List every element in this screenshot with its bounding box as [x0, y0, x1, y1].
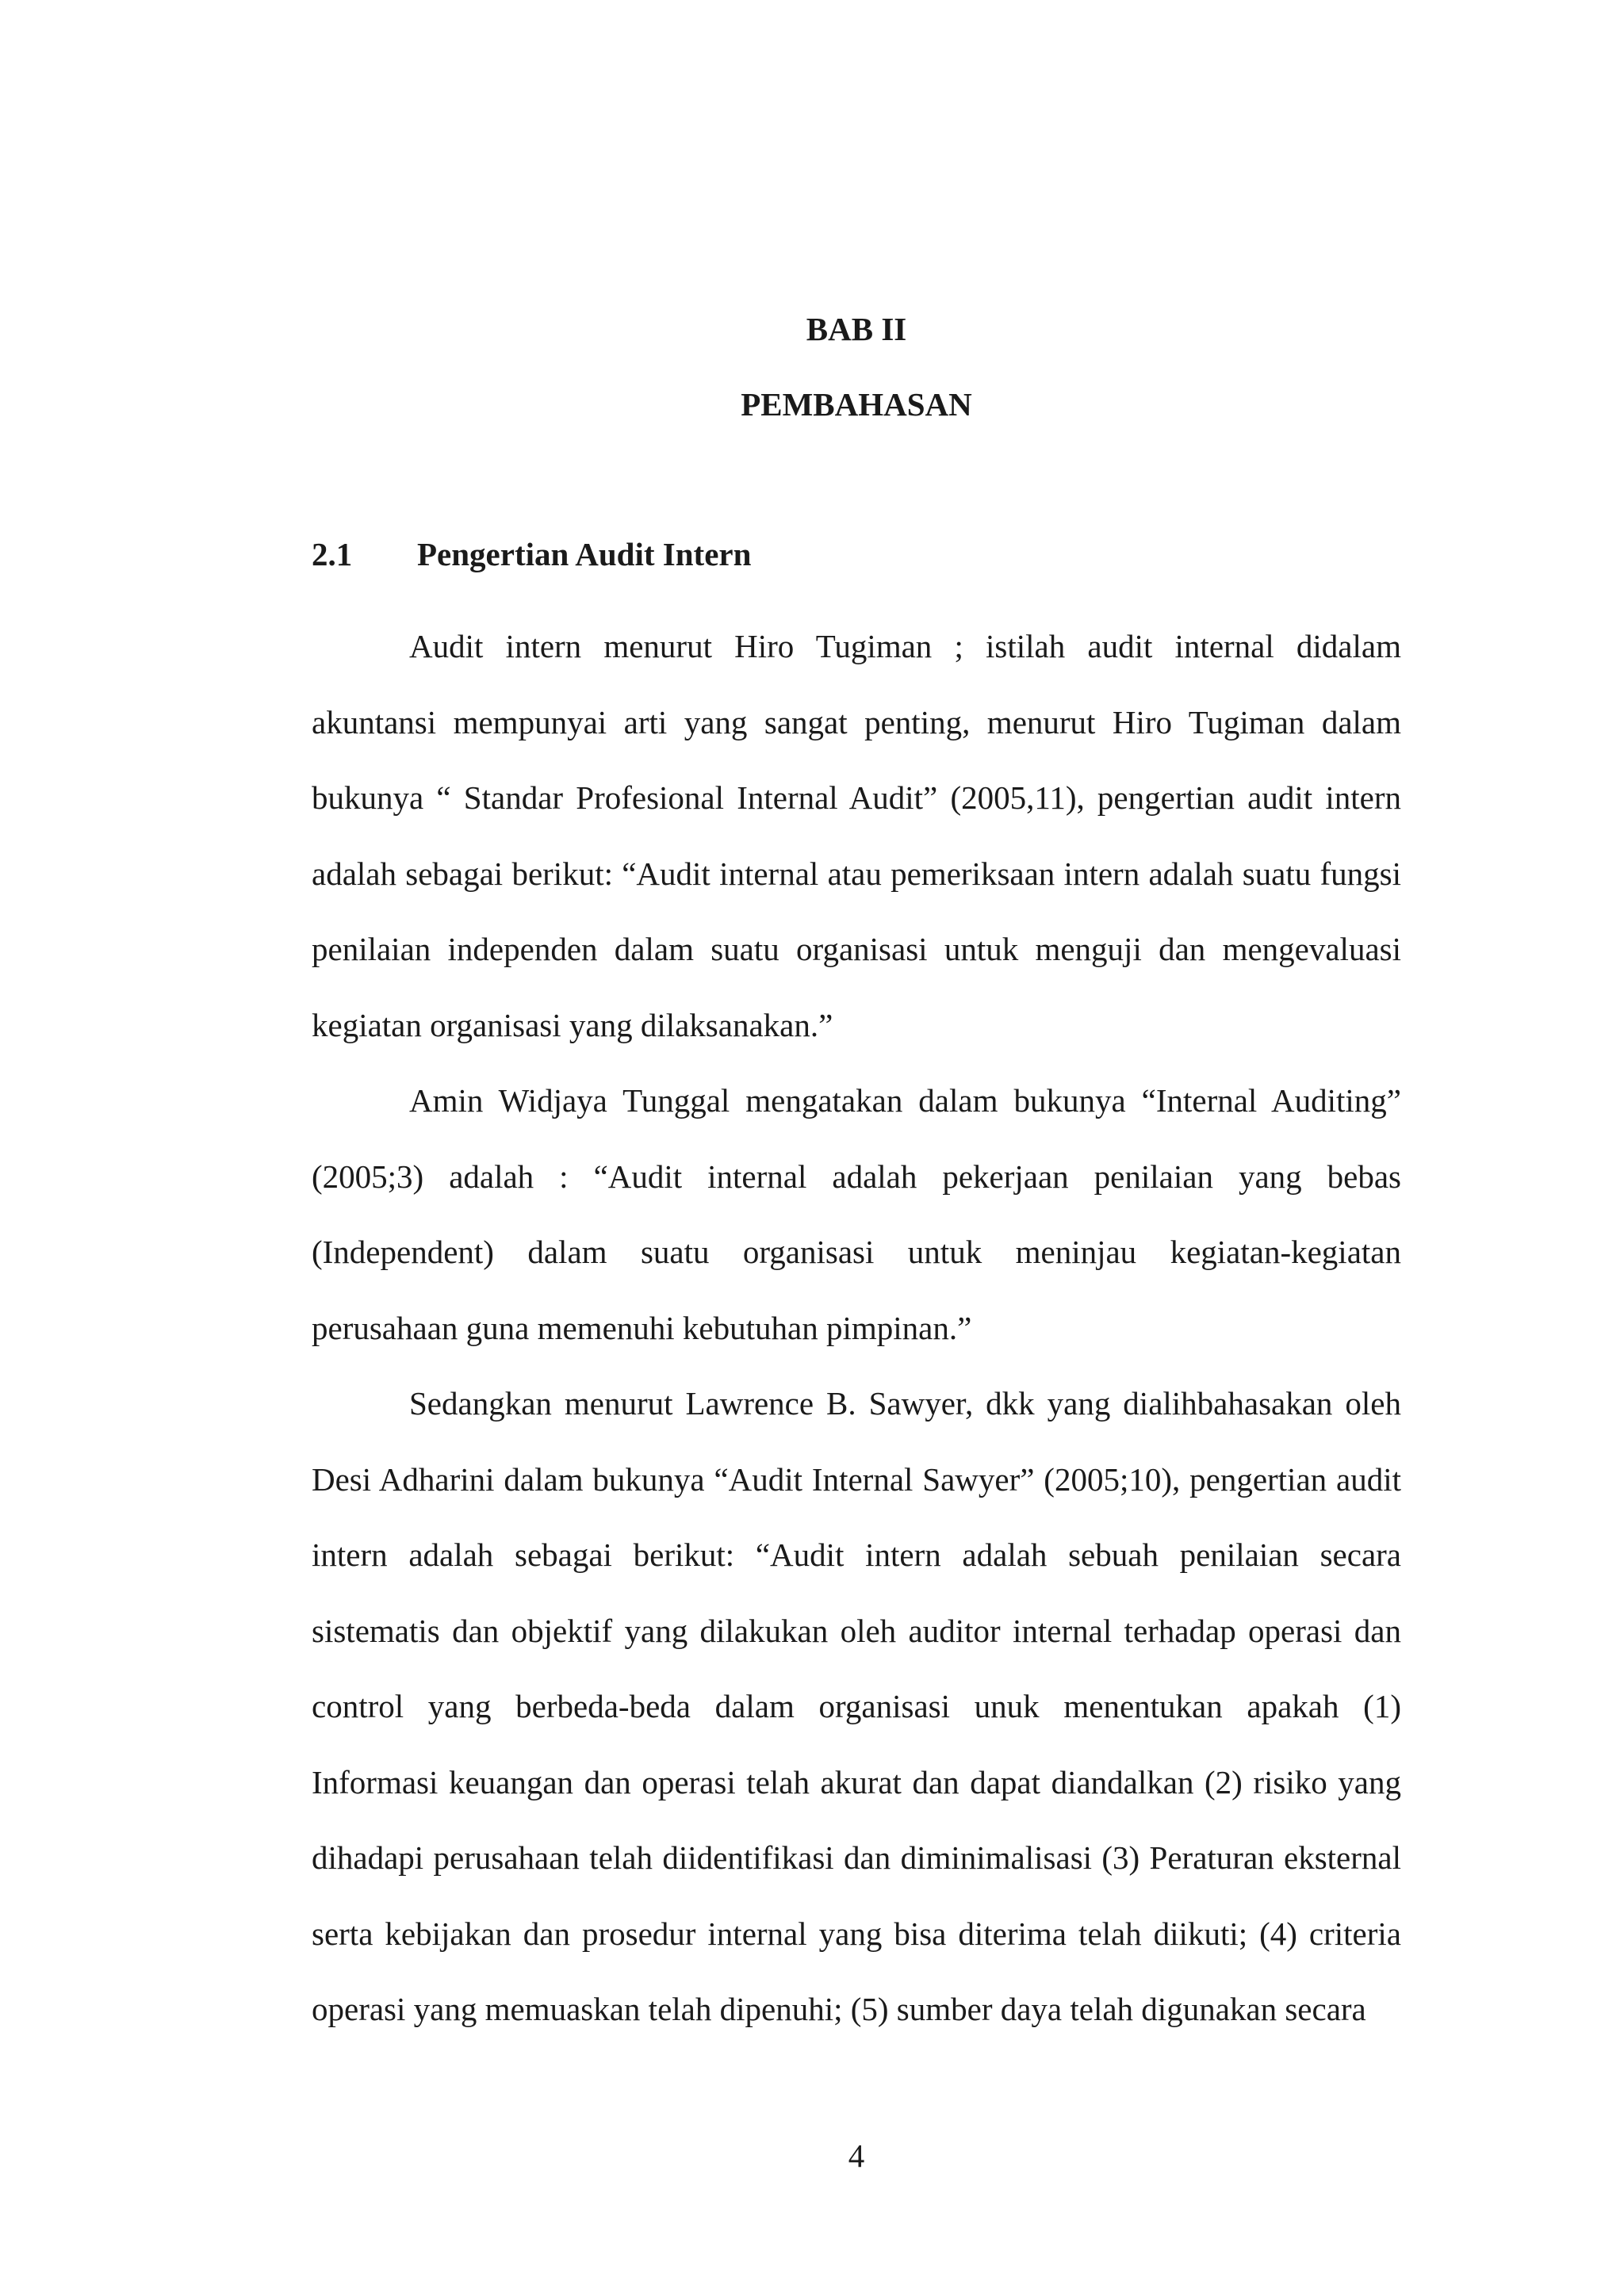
section-title: Pengertian Audit Intern: [417, 536, 752, 572]
paragraph-hiro-tugiman: Audit intern menurut Hiro Tugiman ; istilah audit internal didalam akuntansi mempunyai arti yang sangat penting, menurut Hiro Tugiman dalam bukunya “ Standar Profesional Internal Audit” (2005,11), pengertian audit intern adalah sebagai berikut: “Audit internal atau pemeriksaan intern adalah suatu fungsi penilaian independen dalam suatu organisasi untuk menguji dan mengevaluasi kegiatan organisasi yang dilaksanakan.”: [312, 628, 1401, 1043]
section-heading: [312, 534, 751, 574]
paragraph-lawrence-sawyer: Sedangkan menurut Lawrence B. Sawyer, dkk yang dialihbahasakan oleh Desi Adharini dalam bukunya “Audit Internal Sawyer” (2005;10), pengertian audit intern adalah sebagai berikut: “Audit intern adalah sebuah penilaian secara sistematis dan objektif yang dilakukan oleh auditor internal terhadap operasi dan control yang berbeda-beda dalam organisasi unuk menentukan apakah (1) Informasi keuangan dan operasi telah akurat dan dapat diandalkan (2) risiko yang dihadapi perusahaan telah diidentifikasi dan diminimalisasi (3) Peraturan eksternal serta kebijakan dan prosedur internal yang bisa diterima telah diikuti; (4) criteria operasi yang memuaskan telah dipenuhi; (5) sumber daya telah digunakan secara: [312, 1385, 1401, 2027]
page-number: 4: [848, 2137, 865, 2174]
paragraph-amin-widjaya-tunggal: Amin Widjaya Tunggal mengatakan dalam bukunya “Internal Auditing” (2005;3) adalah : “Audit internal adalah pekerjaan penilaian yang bebas (Independent) dalam suatu organisasi untuk meninjau kegiatan-kegiatan perusahaan guna memenuhi kebutuhan pimpinan.”: [312, 1082, 1401, 1346]
chapter-number: BAB II: [806, 311, 907, 347]
body-text: [312, 609, 1401, 2048]
chapter-title: PEMBAHASAN: [741, 386, 972, 423]
section-number: 2.1: [312, 536, 353, 572]
